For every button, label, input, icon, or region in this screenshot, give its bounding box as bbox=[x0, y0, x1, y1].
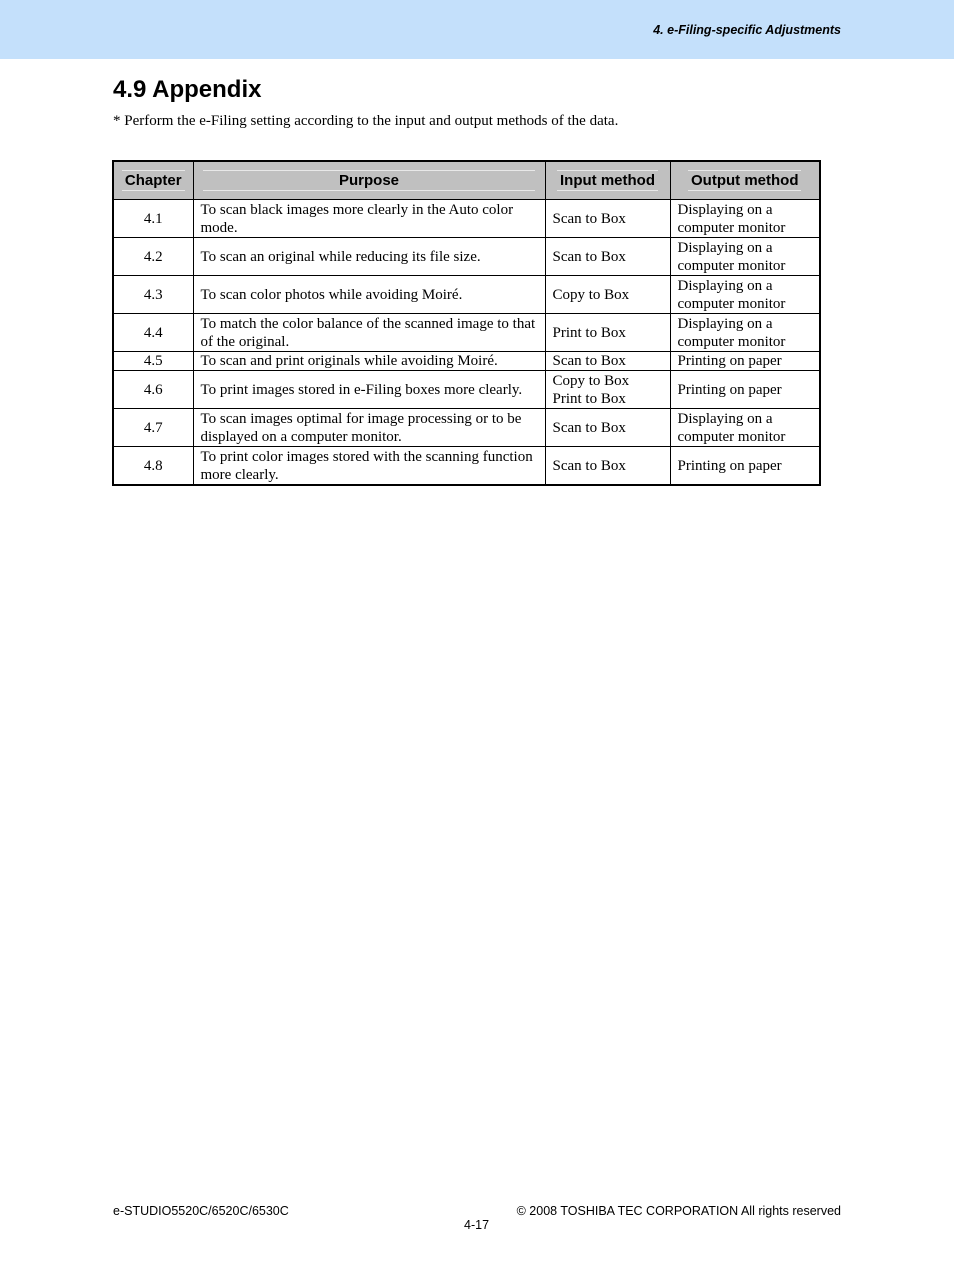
header-band bbox=[0, 0, 954, 59]
footer-copyright: © 2008 TOSHIBA TEC CORPORATION All rights reserved bbox=[516, 1204, 841, 1218]
purpose-cell: To scan color photos while avoiding Moiré. bbox=[193, 276, 545, 314]
table-row bbox=[113, 371, 820, 409]
input-method-cell: Print to Box bbox=[545, 314, 670, 352]
table-row bbox=[113, 276, 820, 314]
chapter-cell: 4.4 bbox=[113, 314, 193, 352]
input-method-cell: Scan to Box bbox=[545, 447, 670, 486]
chapter-cell: 4.1 bbox=[113, 200, 193, 238]
table-row bbox=[113, 238, 820, 276]
input-method-cell: Scan to Box bbox=[545, 200, 670, 238]
input-method-cell: Scan to Box bbox=[545, 238, 670, 276]
purpose-cell: To match the color balance of the scanned image to that of the original. bbox=[193, 314, 545, 352]
table-row bbox=[113, 352, 820, 371]
input-method-line: Print to Box bbox=[552, 390, 626, 407]
chapter-cell: 4.6 bbox=[113, 371, 193, 409]
input-method-cell: Scan to Box bbox=[545, 409, 670, 447]
table-row bbox=[113, 200, 820, 238]
output-method-cell: Displaying on a computer monitor bbox=[670, 314, 820, 352]
table-row bbox=[113, 314, 820, 352]
column-header-chapter: Chapter bbox=[113, 161, 193, 200]
chapter-cell: 4.3 bbox=[113, 276, 193, 314]
purpose-cell: To scan images optimal for image processing or to be displayed on a computer monitor. bbox=[193, 409, 545, 447]
column-header-output-method: Output method bbox=[670, 161, 820, 200]
chapter-cell: 4.7 bbox=[113, 409, 193, 447]
footer-model: e-STUDIO5520C/6520C/6530C bbox=[113, 1204, 289, 1218]
column-header-input-method: Input method bbox=[545, 161, 670, 200]
page-number: 4-17 bbox=[464, 1218, 490, 1232]
purpose-cell: To print color images stored with the scanning function more clearly. bbox=[193, 447, 545, 486]
output-method-cell: Displaying on a computer monitor bbox=[670, 409, 820, 447]
input-method-cell bbox=[545, 371, 670, 409]
appendix-table bbox=[112, 160, 821, 486]
column-header-purpose: Purpose bbox=[193, 161, 545, 200]
output-method-cell: Displaying on a computer monitor bbox=[670, 238, 820, 276]
input-method-cell: Copy to Box bbox=[545, 276, 670, 314]
input-method-cell: Scan to Box bbox=[545, 352, 670, 371]
chapter-cell: 4.2 bbox=[113, 238, 193, 276]
page-title: 4.9 Appendix bbox=[113, 76, 262, 103]
purpose-cell: To scan an original while reducing its file size. bbox=[193, 238, 545, 276]
output-method-cell: Displaying on a computer monitor bbox=[670, 200, 820, 238]
chapter-cell: 4.5 bbox=[113, 352, 193, 371]
output-method-cell: Printing on paper bbox=[670, 371, 820, 409]
table-header-row bbox=[113, 161, 820, 200]
table-row bbox=[113, 447, 820, 486]
table-row bbox=[113, 409, 820, 447]
intro-note: * Perform the e-Filing setting according to the input and output methods of the data. bbox=[113, 113, 619, 129]
purpose-cell: To print images stored in e-Filing boxes more clearly. bbox=[193, 371, 545, 409]
purpose-cell: To scan and print originals while avoiding Moiré. bbox=[193, 352, 545, 371]
purpose-cell: To scan black images more clearly in the Auto color mode. bbox=[193, 200, 545, 238]
section-header: 4. e-Filing-specific Adjustments bbox=[653, 23, 841, 37]
output-method-cell: Printing on paper bbox=[670, 352, 820, 371]
chapter-cell: 4.8 bbox=[113, 447, 193, 486]
input-method-line: Copy to Box bbox=[552, 372, 630, 389]
output-method-cell: Displaying on a computer monitor bbox=[670, 276, 820, 314]
output-method-cell: Printing on paper bbox=[670, 447, 820, 486]
